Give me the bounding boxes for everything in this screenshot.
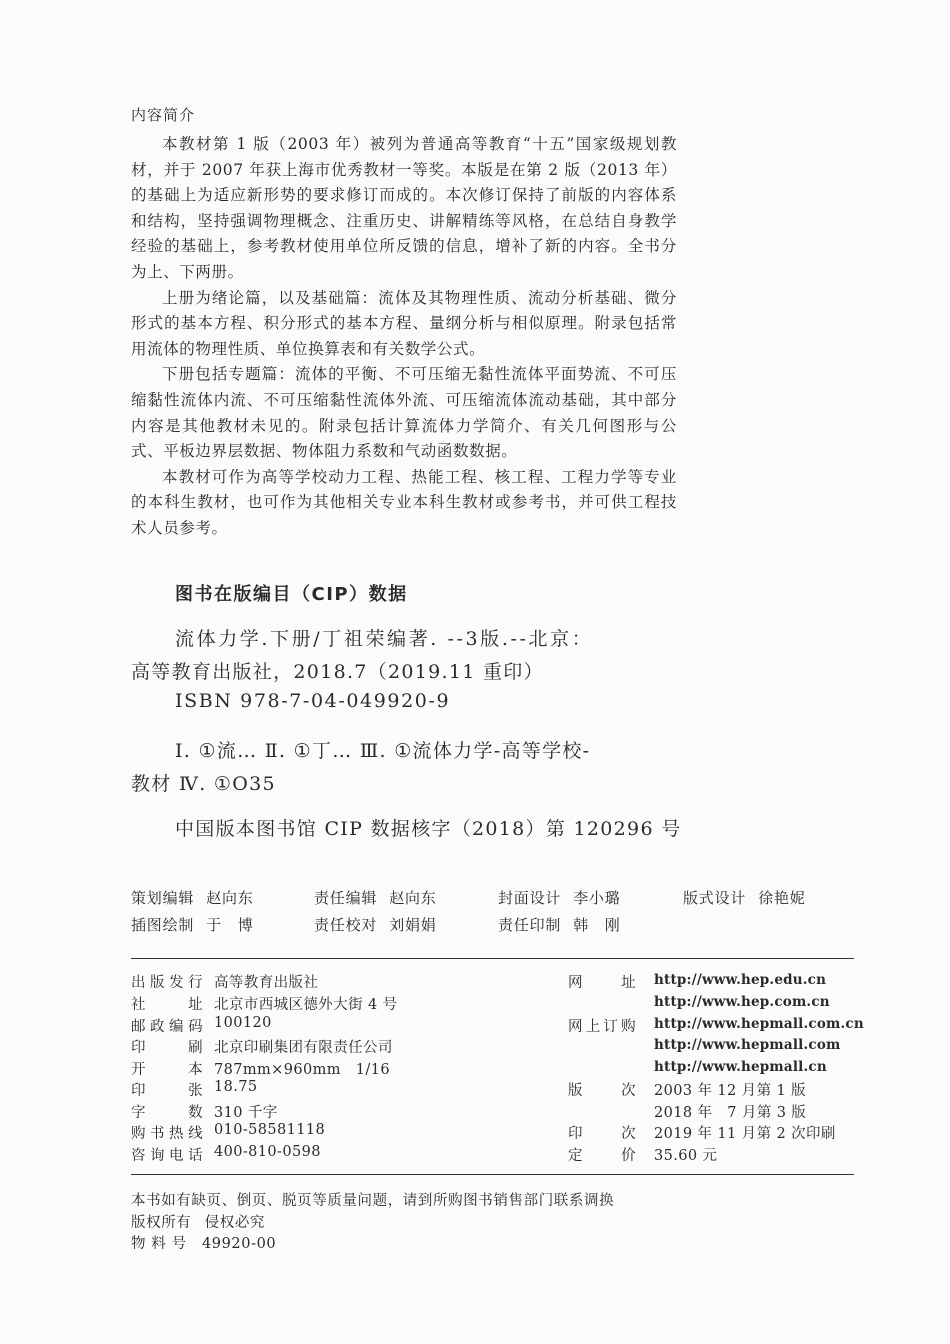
staff-role: 封面设计 [498,889,562,907]
info-label: 网上订购 [568,1019,636,1035]
info-label: 字数 [131,1105,203,1121]
order-link[interactable]: http://www.hepmall.cn [654,1059,827,1075]
staff-role: 策划编辑 [131,889,195,907]
staff-print-supervisor [498,914,621,935]
info-value: 010-58581118 [214,1122,326,1138]
intro-body [131,132,677,542]
info-label: 社址 [131,997,203,1013]
divider [131,958,854,959]
info-value: 400-810-0598 [214,1144,321,1160]
info-value: 2003 年 12 月第 1 版 [654,1083,807,1099]
copyright-line [131,1211,265,1232]
staff-person: 于 博 [206,916,254,934]
staff-role: 插图绘制 [131,916,195,934]
info-value: 787mm×960mm 1/16 [214,1062,390,1078]
info-value: 高等教育出版社 [214,975,319,991]
info-label: 咨询电话 [131,1148,203,1164]
intro-paragraph: 上册为绪论篇，以及基础篇：流体及其物理性质、流动分析基础、微分形式的基本方程、积分形式的基本方程、量纲分析与相似原理。附录包括常用流体的物理性质、单位换算表和有关数学公式。 [131,288,677,358]
info-label: 印刷 [131,1040,203,1056]
staff-illustrator [131,914,254,935]
info-value: 2019 年 11 月第 2 次印刷 [654,1126,836,1142]
item-number-line [131,1232,276,1253]
info-label: 印张 [131,1083,203,1099]
cip-title-line: 流体力学.下册/丁祖荣编著. --3版.--北京： [175,628,594,650]
staff-person: 徐艳妮 [758,889,806,907]
info-value: 310 千字 [214,1105,278,1121]
cip-publisher-line: 高等教育出版社，2018.7（2019.11 重印） [131,661,544,683]
cip-isbn: ISBN 978-7-04-049920-9 [175,690,451,712]
cip-heading: 图书在版编目（CIP）数据 [175,584,408,605]
item-number-label: 物 料 号 [131,1236,187,1252]
staff-planning-editor [131,887,254,908]
info-value: 北京市西城区德外大街 4 号 [214,997,398,1013]
order-link[interactable]: http://www.hepmall.com [654,1037,841,1053]
website-link[interactable]: http://www.hep.com.cn [654,994,830,1010]
staff-proofreader [314,914,437,935]
staff-role: 责任编辑 [314,889,378,907]
copyright-value: 侵权必究 [204,1215,266,1231]
cip-classification-line: Ⅰ. ①流… Ⅱ. ①丁… Ⅲ. ①流体力学-高等学校- [175,740,591,762]
info-label: 版次 [568,1083,636,1099]
info-value: 北京印刷集团有限责任公司 [214,1040,393,1056]
price-value: 35.60 元 [654,1148,718,1164]
info-label: 出版发行 [131,975,203,991]
staff-role: 版式设计 [683,889,747,907]
quality-notice: 本书如有缺页、倒页、脱页等质量问题，请到所购图书销售部门联系调换 [131,1193,615,1209]
staff-person: 赵向东 [389,889,437,907]
staff-person: 赵向东 [206,889,254,907]
intro-paragraph: 下册包括专题篇：流体的平衡、不可压缩无黏性流体平面势流、不可压缩黏性流体内流、不可压缩黏性流体外流、可压缩流体流动基础，其中部分内容是其他教材未见的。附录包括计算流体力学简介、有关几何图形与公式、平板边界层数据、物体阻力系数和气动函数数据。 [131,365,677,461]
intro-title: 内容简介 [131,106,196,124]
info-label: 定价 [568,1148,636,1164]
intro-paragraph: 本教材可作为高等学校动力工程、热能工程、核工程、工程力学等专业的本科生教材，也可作为其他相关专业本科生教材或参考书，并可供工程技术人员参考。 [131,467,677,537]
staff-person: 韩 刚 [573,916,621,934]
staff-layout-designer [683,887,806,908]
staff-person: 刘娟娟 [389,916,437,934]
info-label: 开本 [131,1062,203,1078]
info-label: 购书热线 [131,1126,203,1142]
staff-cover-designer [498,887,621,908]
info-value: 18.75 [214,1079,258,1095]
info-label: 网址 [568,975,636,991]
info-label: 邮政编码 [131,1019,203,1035]
info-value: 2018 年 7 月第 3 版 [654,1105,807,1121]
cip-classification-line-2: 教材 Ⅳ. ①O35 [131,773,276,795]
website-link[interactable]: http://www.hep.edu.cn [654,972,827,988]
divider [131,1174,854,1175]
info-value: 100120 [214,1015,272,1031]
cip-record-number: 中国版本图书馆 CIP 数据核字（2018）第 120296 号 [175,818,682,840]
staff-role: 责任校对 [314,916,378,934]
staff-person: 李小璐 [573,889,621,907]
order-link[interactable]: http://www.hepmall.com.cn [654,1016,864,1032]
intro-paragraph: 本教材第 1 版（2003 年）被列为普通高等教育“十五”国家级规划教材，并于 2007 年获上海市优秀教材一等奖。本版是在第 2 版（2013 年）的基础上为适应新形势的要求修订而成的。本次修订保持了前版的内容体系和结构，坚持强调物理概念、注重历史、讲解精练等风格，在总结自身教学经验的基础上，参考教材使用单位所反馈的信息，增补了新的内容。全书分为上、下两册。 [131,135,677,281]
copyright-label: 版权所有 [131,1215,192,1231]
staff-role: 责任印制 [498,916,562,934]
item-number-value: 49920-00 [201,1236,277,1252]
info-label: 印次 [568,1126,636,1142]
staff-responsible-editor [314,887,437,908]
